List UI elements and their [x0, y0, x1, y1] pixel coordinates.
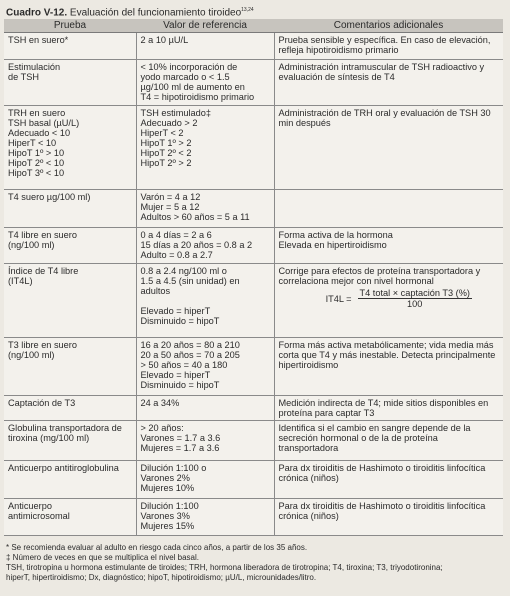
cell-line: 1.5 a 4.5 (sin unidad) en	[140, 276, 240, 286]
caption-refs: 13,24	[241, 7, 254, 13]
cell-value	[136, 499, 274, 536]
cell-test	[4, 60, 136, 106]
footnote-line: * Se recomienda evaluar al adulto en riesgo cada cinco años, a partir de los 35 años.	[6, 543, 308, 552]
caption-text: Evaluación del funcionamiento tiroideo	[69, 7, 242, 19]
cell-test	[4, 421, 136, 461]
cell-line: Forma activa de la hormona	[278, 230, 393, 240]
cell-line: antimicrosomal	[8, 511, 70, 521]
cell-line: 20 a 50 años = 70 a 205	[140, 350, 240, 360]
cell-line: T4 = hipotiroidismo primario	[140, 92, 255, 102]
cell-line: T4 libre en suero	[8, 230, 77, 240]
cell-line: Captación de T3	[8, 398, 76, 408]
cell-line: HiperT < 10	[8, 138, 57, 148]
cell-line: TSH en suero*	[8, 35, 69, 45]
cell-line: (ng/100 ml)	[8, 350, 55, 360]
table-footnotes	[6, 543, 506, 583]
cell-value	[136, 338, 274, 396]
table-row	[4, 264, 503, 338]
cell-line: < 10% incorporación de	[140, 62, 238, 72]
cell-line: > 50 años = 40 a 180	[140, 360, 228, 370]
cell-line: Forma más activa metabólicamente; vida media más corta que T4 y más inestable. Detecta principalmente hipertiroidismo	[278, 340, 496, 370]
cell-line: µg/100 ml de aumento en	[140, 82, 245, 92]
cell-value	[136, 264, 274, 338]
cell-line: Anticuerpo antitiroglobulina	[8, 463, 119, 473]
table-row	[4, 499, 503, 536]
cell-line: T4 suero µg/100 ml)	[8, 192, 91, 202]
cell-line: Dilución 1:100	[140, 501, 199, 511]
table-row	[4, 421, 503, 461]
cell-line: 15 días a 20 años = 0.8 a 2	[140, 240, 253, 250]
cell-line: 0.8 a 2.4 ng/100 ml o	[140, 266, 227, 276]
cell-value	[136, 421, 274, 461]
cell-line: Adecuado > 2	[140, 118, 198, 128]
cell-line: Corrige para efectos de proteína transportadora y correlaciona mejor con nivel hormonal	[278, 266, 481, 286]
cell-comment	[274, 499, 503, 536]
cell-test	[4, 338, 136, 396]
cell-line: Globulina transportadora de tiroxina (mg/100 ml)	[8, 423, 122, 443]
table-row	[4, 190, 503, 228]
cell-line: 2 a 10 µU/L	[140, 35, 189, 45]
cell-line: HipoT 1º > 10	[8, 148, 65, 158]
cell-value	[136, 33, 274, 60]
cell-comment	[274, 228, 503, 264]
cell-comment	[274, 338, 503, 396]
cell-line: 24 a 34%	[140, 398, 180, 408]
cell-line: Mujeres 10%	[140, 483, 195, 493]
cell-line: Administración intramuscular de TSH radioactivo y evaluación de síntesis de T4	[278, 62, 485, 82]
cell-line: adultos	[140, 286, 171, 296]
cell-line: HipoT 2º < 2	[140, 148, 192, 158]
cell-line: Mujeres 15%	[140, 521, 195, 531]
cell-line: HipoT 2º < 10	[8, 158, 65, 168]
cell-line: de TSH	[8, 72, 39, 82]
cell-line: > 20 años:	[140, 423, 184, 433]
table-caption	[6, 4, 254, 19]
cell-line: (IT4L)	[8, 276, 33, 286]
cell-line: Prueba sensible y específica. En caso de elevación, refleja hipotiroidismo primario	[278, 35, 491, 55]
cell-line: Varones 2%	[140, 473, 190, 483]
cell-test	[4, 33, 136, 60]
thyroid-function-table	[4, 19, 503, 536]
footnote-line: hiperT, hipertiroidismo; Dx, diagnóstico; hipoT, hipotiroidismo; µU/L, microunidades/litro.	[6, 573, 317, 582]
table-row	[4, 338, 503, 396]
cell-line: Para dx tiroiditis de Hashimoto o tiroiditis linfocítica crónica (niños)	[278, 501, 486, 521]
cell-value	[136, 396, 274, 421]
cell-line: Administración de TRH oral y evaluación de TSH 30 min después	[278, 108, 491, 128]
caption-label: Cuadro V-12.	[6, 7, 68, 19]
cell-line: Mujeres = 1.7 a 3.6	[140, 443, 220, 453]
cell-line: Elevado = hiperT	[140, 370, 211, 380]
cell-test	[4, 461, 136, 499]
table-row	[4, 106, 503, 190]
cell-line: HipoT 3º < 10	[8, 168, 65, 178]
cell-line: Índice de T4 libre	[8, 266, 79, 276]
cell-comment	[274, 190, 503, 228]
cell-line: Varones = 1.7 a 3.6	[140, 433, 221, 443]
formula-lhs: IT4L =	[325, 293, 352, 304]
cell-line: yodo marcado o < 1.5	[140, 72, 230, 82]
cell-comment	[274, 421, 503, 461]
header-valor-referencia: Valor de referencia	[136, 19, 274, 33]
formula-numerator: T4 total × captación T3 (%)	[359, 288, 470, 298]
footnote-line: TSH, tirotropina u hormona estimulante de tiroides; TRH, hormona liberadora de tirotropina; T4, tiroxina; T3, triyodotironina;	[6, 563, 443, 572]
cell-line: HipoT 1º > 2	[140, 138, 192, 148]
cell-line: TRH en suero	[8, 108, 66, 118]
cell-comment	[274, 396, 503, 421]
cell-line: Identifica si el cambio en sangre depende de la secreción hormonal o de la de proteína transportadora	[278, 423, 471, 453]
cell-comment	[274, 264, 503, 338]
cell-test	[4, 264, 136, 338]
cell-line: Mujer = 5 a 12	[140, 202, 200, 212]
table-row	[4, 461, 503, 499]
cell-line: Anticuerpo	[8, 501, 52, 511]
header-prueba: Prueba	[4, 19, 136, 33]
cell-test	[4, 396, 136, 421]
cell-comment	[274, 60, 503, 106]
cell-test	[4, 190, 136, 228]
cell-line: (ng/100 ml)	[8, 240, 55, 250]
cell-line: Adulto = 0.8 a 2.7	[140, 250, 213, 260]
it4l-formula	[299, 288, 500, 309]
cell-line: TSH basal (µU/L)	[8, 118, 80, 128]
footnote-line: ‡ Número de veces en que se multiplica el nivel basal.	[6, 553, 199, 562]
cell-line: Estimulación	[8, 62, 61, 72]
cell-value	[136, 60, 274, 106]
table-row	[4, 33, 503, 60]
cell-line: Elevada en hipertiroidismo	[278, 240, 387, 250]
cell-line: Disminuido = hipoT	[140, 316, 220, 326]
formula-fraction	[358, 288, 472, 309]
cell-line: HipoT 2º > 2	[140, 158, 192, 168]
cell-line: TSH estimulado‡	[140, 108, 211, 118]
header-comentarios: Comentarios adicionales	[274, 19, 503, 33]
table-row	[4, 60, 503, 106]
cell-line: T3 libre en suero	[8, 340, 77, 350]
cell-line: Disminuido = hipoT	[140, 380, 220, 390]
cell-line: Dilución 1:100 o	[140, 463, 207, 473]
cell-test	[4, 228, 136, 264]
cell-line: HiperT < 2	[140, 128, 184, 138]
cell-comment	[274, 461, 503, 499]
cell-line: 0 a 4 días = 2 a 6	[140, 230, 212, 240]
cell-line: Adecuado < 10	[8, 128, 71, 138]
formula-denominator: 100	[407, 299, 423, 309]
table-row	[4, 228, 503, 264]
cell-line: Para dx tiroiditis de Hashimoto o tiroiditis linfocítica crónica (niños)	[278, 463, 486, 483]
cell-line: Adultos > 60 años = 5 a 11	[140, 212, 250, 222]
cell-test	[4, 106, 136, 190]
cell-value	[136, 461, 274, 499]
cell-value	[136, 228, 274, 264]
cell-line: 16 a 20 años = 80 a 210	[140, 340, 240, 350]
table-header-row	[4, 19, 503, 33]
cell-value	[136, 190, 274, 228]
cell-line: Varones 3%	[140, 511, 190, 521]
cell-value	[136, 106, 274, 190]
cell-comment	[274, 33, 503, 60]
cell-test	[4, 499, 136, 536]
table-row	[4, 396, 503, 421]
cell-line: Medición indirecta de T4; mide sitios disponibles en proteína para captar T3	[278, 398, 489, 418]
cell-line: Elevado = hiperT	[140, 306, 211, 316]
cell-line	[141, 296, 270, 306]
cell-comment	[274, 106, 503, 190]
cell-line: Varón = 4 a 12	[140, 192, 201, 202]
